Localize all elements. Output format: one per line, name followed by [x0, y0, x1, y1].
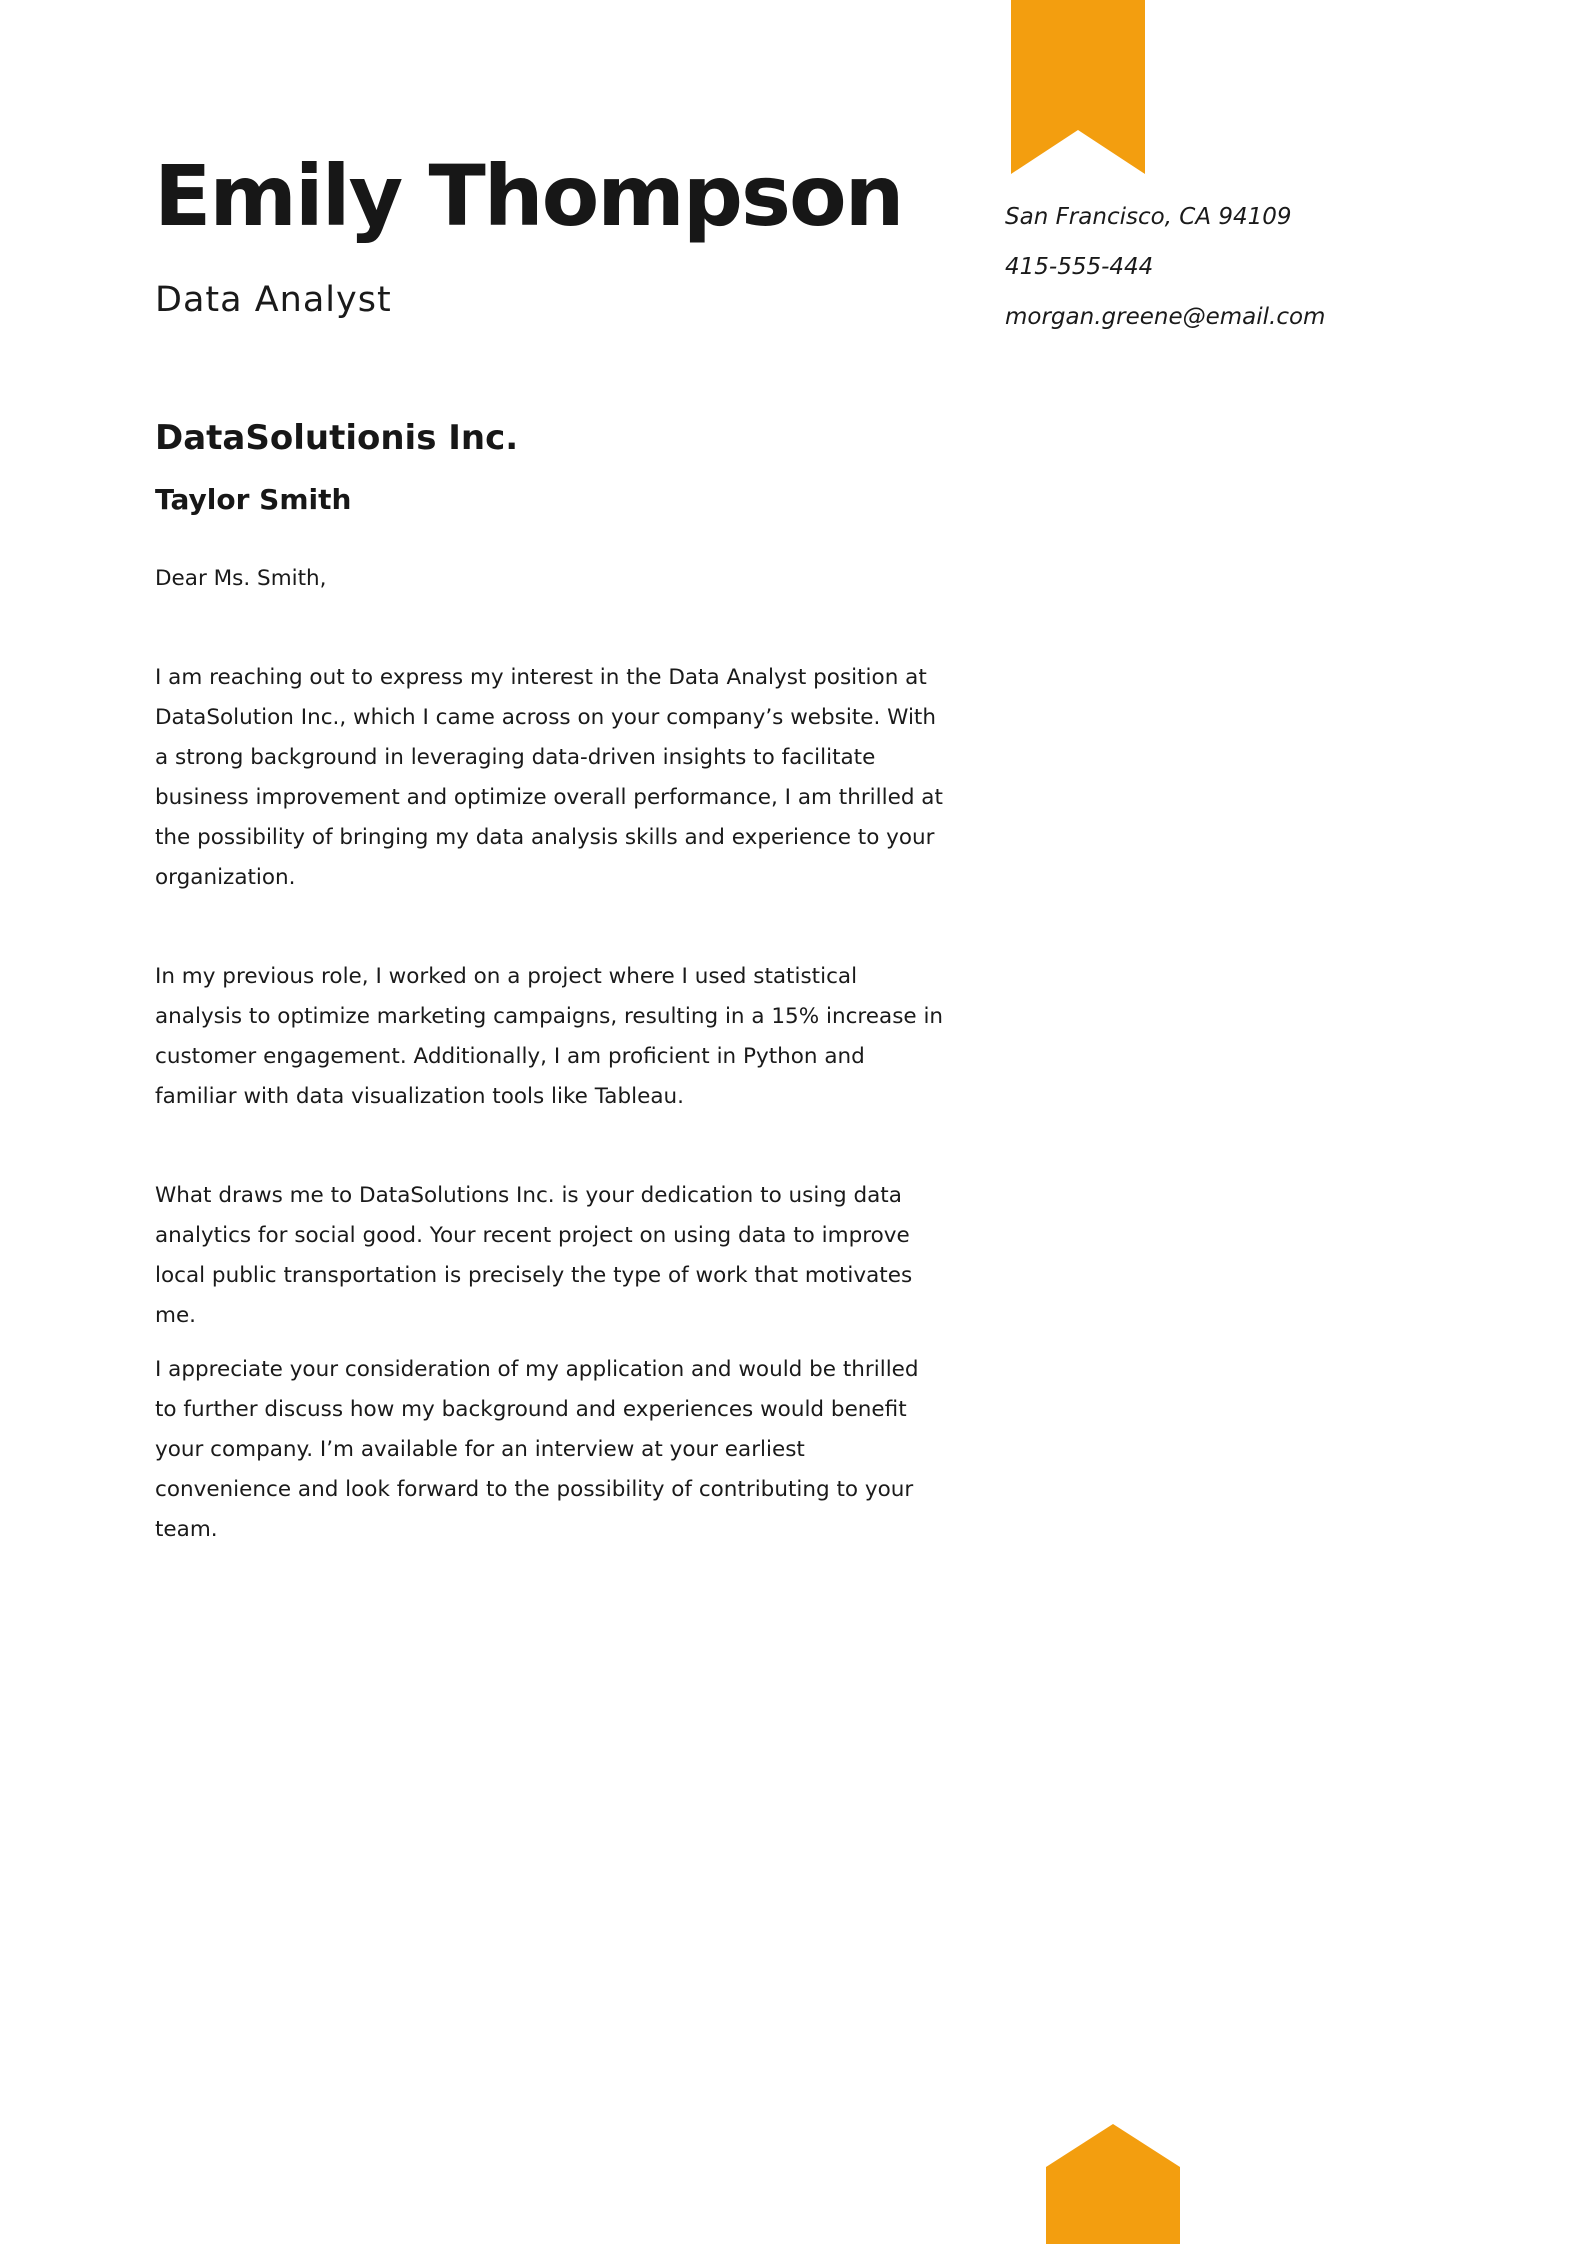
ribbon-bottom-decoration [1046, 2124, 1180, 2244]
contact-email: morgan.greene@email.com [1005, 304, 1326, 330]
ribbon-bottom-shape [1046, 2124, 1180, 2244]
recipient-company: DataSolutionis Inc. [155, 418, 519, 458]
letter-paragraph: I am reaching out to express my interest in the Data Analyst position at DataSolution Inc., which I came across on your company’s website. With a strong background in leveraging data-driven insights to facilitate business improvement and optimize overall performance, I am thrilled at the possibility of bringing my data analysis skills and experience to your organization. [155, 665, 943, 890]
contact-phone: 415-555-444 [1005, 254, 1154, 280]
contact-block [1005, 192, 1565, 342]
letter-paragraph: In my previous role, I worked on a project where I used statistical analysis to optimize marketing campaigns, resulting in a 15% increase in customer engagement. Additionally, I am proficient in Python and familiar with data visualization tools like Tableau. [155, 964, 944, 1109]
letter-paragraph: What draws me to DataSolutions Inc. is your dedication to using data analytics for social good. Your recent project on using data to improve local public transportation is precisely the type of work that motivates me. [155, 1183, 913, 1328]
ribbon-top-shape [1011, 0, 1145, 174]
contact-address: San Francisco, CA 94109 [1005, 204, 1292, 230]
letter-salutation: Dear Ms. Smith, [155, 566, 327, 591]
recipient-name: Taylor Smith [155, 483, 352, 516]
letter-paragraph: I appreciate your consideration of my application and would be thrilled to further discuss how my background and experiences would benefit your company. I’m available for an interview at your earliest convenience and look forward to the possibility of contributing to your team. [155, 1357, 919, 1542]
letter-body [155, 559, 945, 1550]
applicant-job-title: Data Analyst [155, 280, 392, 320]
ribbon-top-decoration [1011, 0, 1145, 174]
applicant-name: Emily Thompson [154, 147, 903, 245]
